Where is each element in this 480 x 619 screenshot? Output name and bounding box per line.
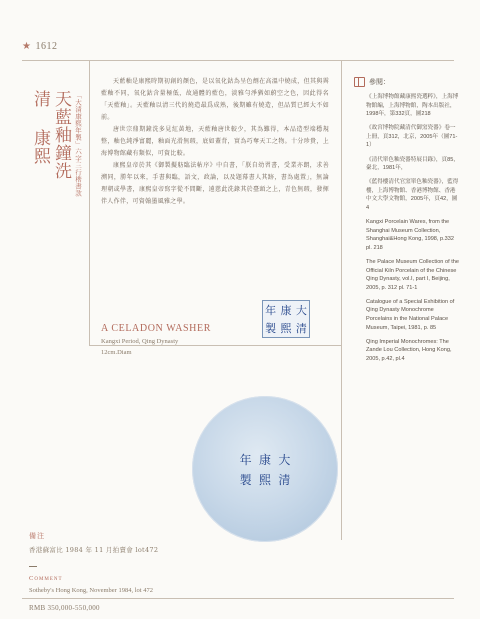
left-frame-rule	[89, 60, 90, 345]
reign-mark-char: 康	[280, 304, 292, 317]
reference-item: Kangxi Porcelain Wares, from the Shanghai Museum Collection, Shanghai&Hong Kong, 1998, p.332 pl. 218	[366, 219, 455, 251]
description-zh	[101, 76, 329, 208]
mid-rule	[89, 345, 341, 346]
book-icon	[354, 77, 365, 87]
reign-mark-char: 康	[258, 452, 271, 467]
separator-dash	[29, 566, 37, 567]
reference-item: 《上海博物館藏康熙瓷選粹》，上海博物館編，上海博物館，陶本出版社，1998年，第332頁，圖218	[366, 94, 459, 118]
reference-item: The Palace Museum Collection of the Official Kiln Porcelain of the Chinese Qing Dynasty, vol.I, part I, Beijing, 2005, p. 312 pl. 71-1	[366, 259, 459, 291]
reign-mark-char: 熙	[258, 472, 271, 487]
description-zh-para: 唐世宗鼎期鐘洗多見紅黃地，天藍釉唐世較少，其為難得，本品造型端穩規整，釉色純淨富麗，釉面光滑無瑕，底如蓋背，實為巧奪天工之物。十分珍貴，上海博物館藏有類似，可資比較。	[101, 126, 329, 157]
reign-mark-char: 製	[265, 322, 277, 335]
reference-item: 《藍得樓清代官窯單色釉瓷器》，藍得樓，上海博物館、香港博物館、香港中文大學文物館，2005年，頁42，圖4	[366, 179, 459, 212]
description-zh-para: 康熙皇帝於其《御製擬舫臨法帖序》中自書，「朕自幼習書，受業亦朗，求善溯同，勝年以來，手書與臨，語文，政論，以及題幕書人其跡，書為處置」，無論理朝或學書，康熙皇帝寫字從不間斷，遠慈此洗錄其於臺頭之上，青色無瑕，發揮伴人作伴，可資翰墨風雅之學。	[101, 162, 329, 205]
lot-star-icon: ★	[22, 41, 32, 52]
lot-number-text: 1612	[35, 41, 58, 52]
reign-mark-char: 大	[278, 452, 291, 467]
title-zh-period: 清 康熙	[30, 90, 50, 165]
title-en-period: Kangxi Period, Qing Dynasty	[101, 338, 179, 345]
reign-mark-char: 年	[265, 304, 277, 317]
description-zh-para: 天藍釉是康熙時期初創的顏色，是以氧化鈷為呈色劑在高溫中燒成，但其與霽藍釉不同，氧化鈷含量極低，故通體的藍色，淡雅勻淨猶如蔚空之色，因此得名「天藍釉」。天藍釉以清三代的燒造最爲成熟，後期雖有燒造，但品質已經大不如前。	[101, 78, 329, 121]
title-en-size: 12cm.Diam	[101, 349, 132, 356]
dish-reign-mark	[236, 449, 294, 489]
reign-mark-char: 製	[239, 472, 252, 487]
reign-mark-char: 年	[239, 452, 252, 467]
reign-mark-char: 清	[278, 472, 291, 487]
estimate: RMB 350,000-550,000	[29, 604, 100, 612]
reign-mark-detail	[262, 300, 310, 338]
provenance-text: 香港蘇富比 1984 年 11 月拍賣會 lot472	[29, 546, 159, 554]
title-zh-mark: 「大清康熙年製」六字三行楷書款	[74, 92, 82, 197]
title-zh-main: 天藍釉鐘洗	[51, 90, 71, 180]
comment-text: Sotheby's Hong Kong, November 1984, lot 472	[29, 587, 153, 594]
references-list	[366, 93, 460, 369]
reign-mark-char: 大	[295, 304, 307, 317]
comment-label: Comment	[29, 575, 63, 582]
reference-item: Catalogue of a Special Exhibition of Qing Dynasty Monochrome Porcelains in the National Palace Museum, Taipei, 1981, p. 85	[366, 298, 455, 331]
top-rule	[22, 60, 454, 61]
bottom-rule	[22, 598, 454, 599]
reign-mark-char: 清	[295, 322, 307, 335]
title-en: A CELADON WASHER	[101, 323, 211, 334]
provenance-label: 備注	[29, 532, 45, 540]
reign-mark-char: 熙	[280, 322, 292, 335]
lot-number	[22, 41, 57, 52]
references-heading-text: 參閱：	[369, 78, 390, 86]
washer-image	[192, 396, 338, 542]
reference-item: 《故宮博物院藏清代御窯瓷器》卷一上冊，頁312，北京，2005年（圖71-1）	[366, 125, 458, 149]
right-frame-rule	[341, 60, 342, 540]
reference-item: 《清代單色釉瓷器特展目錄》，頁85，臺北，1981年，	[366, 156, 459, 172]
reference-item: Qing Imperial Monochromes: The Zande Lou Collection, Hong Kong, 2005, p.42, pl.4	[366, 338, 452, 362]
references-heading	[354, 77, 390, 87]
